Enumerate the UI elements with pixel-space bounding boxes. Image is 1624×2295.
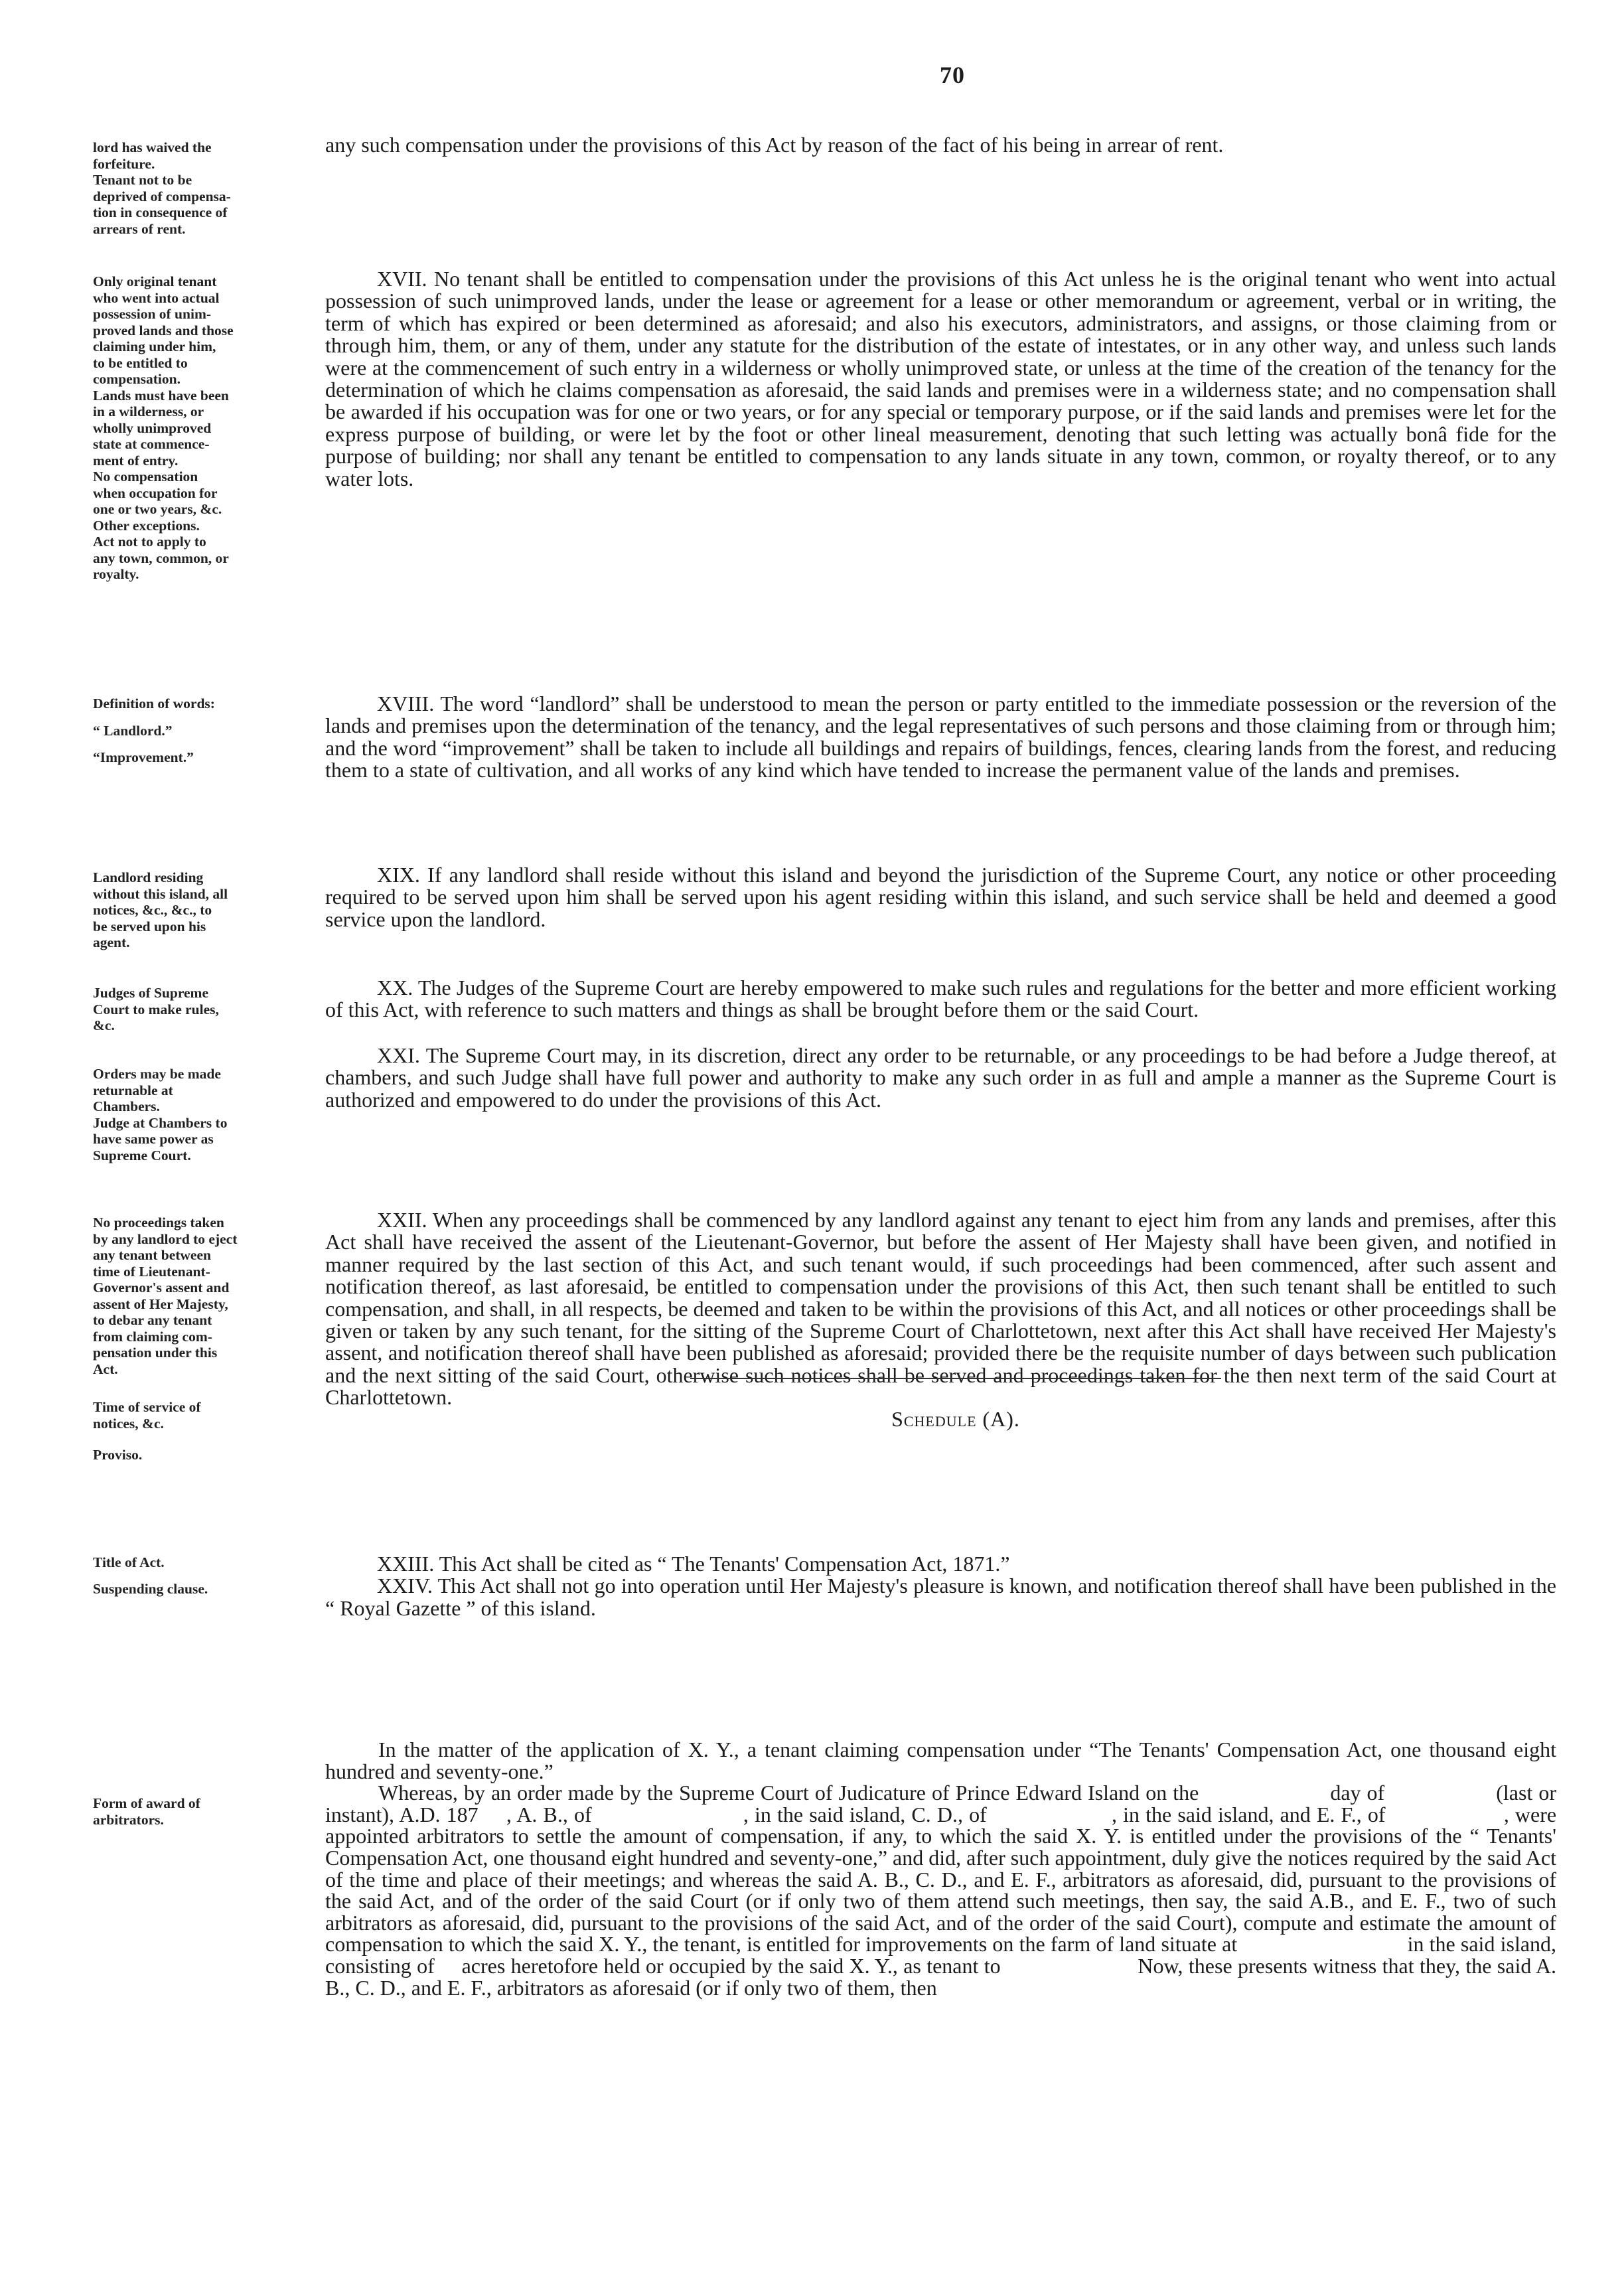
margin-note-line: Court to make rules,: [93, 1001, 219, 1017]
margin-note-line: agent.: [93, 934, 130, 950]
margin-note-line: Time of service of: [93, 1399, 201, 1415]
margin-note-line: Act.: [93, 1361, 118, 1377]
margin-note-title: [93, 1554, 319, 1571]
section-xxi: [325, 1045, 1556, 1111]
form-text: , in the said island, and E. F., of: [1112, 1802, 1386, 1826]
schedule-heading: Schedule (A).: [891, 1407, 1020, 1431]
section-text: XXIV. This Act shall not go into operation until Her Majesty's pleasure is known, and notification thereof shall have been published in the “ Royal Gazette ” of this island.: [325, 1574, 1556, 1620]
margin-note-line: Lands must have been: [93, 387, 229, 404]
margin-note-line: Governor's assent and: [93, 1280, 230, 1296]
margin-note-line: Other exceptions.: [93, 517, 200, 534]
schedule-paragraph: In the matter of the application of X. Y., a tenant claiming compensation under “The Tenants' Compensation Act, one thousand eight hundred and seventy-one.”: [325, 1738, 1556, 1783]
margin-note-line: claiming under him,: [93, 338, 216, 354]
margin-note-line: No proceedings taken: [93, 1215, 224, 1230]
margin-note-line: Judge at Chambers to: [93, 1114, 228, 1131]
margin-note-line: forfeiture.: [93, 155, 155, 172]
margin-note-line: returnable at: [93, 1082, 173, 1098]
margin-note-line: Supreme Court.: [93, 1147, 191, 1163]
margin-note-line: any town, common, or: [93, 550, 229, 566]
margin-note-line: any tenant between: [93, 1247, 211, 1263]
margin-note-line: “ Landlord.”: [93, 722, 173, 739]
margin-note-line: arbitrators.: [93, 1811, 164, 1828]
margin-note-line: Tenant not to be: [93, 172, 192, 188]
section-xvii: [325, 268, 1556, 490]
margin-note-line: possession of unim-: [93, 306, 212, 322]
margin-note-line: Form of award of: [93, 1795, 200, 1811]
margin-note-line: Suspending clause.: [93, 1581, 208, 1597]
form-text: Now, these presents witness that they, the said A. B., C. D., and E. F., arbitrators as aforesaid (or if only two of them, then: [325, 1953, 1557, 2000]
margin-note-judges-rules: [93, 985, 319, 1034]
margin-note-line: Only original tenant: [93, 273, 217, 289]
margin-note-line: Proviso.: [93, 1447, 143, 1463]
form-text: day of: [1330, 1781, 1385, 1805]
margin-note-line: “Improvement.”: [93, 749, 194, 765]
margin-note-line: arrears of rent.: [93, 220, 186, 237]
form-text: (last or instant), A.D. 187: [325, 1781, 1556, 1826]
margin-note-time-of-service: [93, 1399, 319, 1432]
schedule-paragraph: [325, 1782, 1556, 1998]
margin-note-line: without this island, all: [93, 885, 228, 902]
margin-note-proviso: [93, 1447, 319, 1463]
margin-note-line: No compensation: [93, 469, 198, 484]
margin-note-line: ment of entry.: [93, 452, 179, 469]
margin-note-line: Title of Act.: [93, 1554, 165, 1570]
form-text: Whereas, by an order made by the Supreme Court of Judicature of Prince Edward Island on the: [378, 1781, 1199, 1805]
margin-note-line: Landlord residing: [93, 869, 204, 885]
section-continuation: [325, 134, 1556, 156]
divider: [690, 1378, 1221, 1379]
margin-note-forfeiture: [93, 139, 319, 237]
margin-note-line: one or two years, &c.: [93, 501, 222, 517]
section-text: XVII. No tenant shall be entitled to compensation under the provisions of this Act unless he is the original tenant who went into actual possession of such unimproved lands, under the lease or agreement for a lease or other memorandum or agreement, verbal or in writing, the term of which has expired or been determined as aforesaid; and also his executors, administrators, and assigns, or those claiming from or through him, them, or any of them, under any statute for the distribution of the estate of intestates, or in any other way, and unless such lands were at the commencement of such entry in a wilderness or wholly unimproved state, or unless at the time of the creation of the tenancy for the determination of which he claims compensation as aforesaid, the said lands and premises were in a wilderness state; and no compensation shall be awarded if his occupation was for one or two years, or for any special or temporary purpose, or if the said lands and premises were let for the express purpose of building, or were let by the foot or other lineal measurement, denoting that such letting was actually bonâ fide for the purpose of building; nor shall any tenant be entitled to compensation to any lands situate in any town, common, or royalty thereof, or to any water lots.: [325, 267, 1556, 490]
margin-note-line: Act not to apply to: [93, 534, 206, 550]
margin-note-line: time of Lieutenant-: [93, 1263, 210, 1280]
margin-note-line: when occupation for: [93, 484, 218, 501]
margin-note-line: to debar any tenant: [93, 1312, 212, 1328]
form-text: acres heretofore held or occupied by the said X. Y., as tenant to: [461, 1953, 1001, 1978]
section-xix: [325, 864, 1556, 930]
section-text: XXIII. This Act shall be cited as “ The Tenants' Compensation Act, 1871.”: [377, 1552, 1010, 1576]
page-number: 70: [940, 62, 965, 88]
margin-note-line: be served upon his: [93, 918, 206, 934]
margin-note-original-tenant: [93, 273, 319, 583]
margin-note-line: Chambers.: [93, 1098, 160, 1114]
margin-note-line: Definition of words:: [93, 696, 215, 711]
margin-note-line: state at commence-: [93, 436, 210, 452]
margin-note-line: proved lands and those: [93, 322, 234, 338]
section-text: XVIII. The word “landlord” shall be understood to mean the person or party entitled to the immediate possession or the reversion of the lands and premises upon the determination of the tenancy, and the legal representatives of such persons and those claiming from or through him; and the word “improvement” shall be taken to include all buildings and repairs of buildings, fences, clearing lands from the forest, and reducing them to a state of cultivation, and all works of any kind which have tended to increase the permanent value of the lands and premises.: [325, 692, 1556, 782]
margin-note-line: to be entitled to: [93, 354, 188, 371]
margin-note-line: have same power as: [93, 1131, 214, 1147]
margin-note-form-of-award: [93, 1795, 319, 1828]
schedule-form: [325, 1475, 1556, 1998]
section-text: any such compensation under the provisions of this Act by reason of the fact of his being in arrear of rent.: [325, 133, 1224, 157]
form-text: , in the said island, C. D., of: [743, 1802, 987, 1826]
margin-note-line: lord has waived the: [93, 139, 212, 155]
margin-note-line: notices, &c.: [93, 1415, 164, 1432]
margin-note-line: from claiming com-: [93, 1328, 212, 1345]
margin-note-line: in a wilderness, or: [93, 404, 204, 419]
margin-note-line: assent of Her Majesty,: [93, 1296, 228, 1312]
section-xviii: [325, 693, 1556, 782]
form-text: in the said island, consisting of: [325, 1932, 1557, 1978]
margin-note-line: notices, &c., &c., to: [93, 902, 212, 918]
margin-note-no-proceedings: [93, 1215, 319, 1377]
margin-note-line: Judges of Supreme: [93, 985, 209, 1001]
margin-note-chambers: [93, 1066, 319, 1163]
margin-note-landlord-residing: [93, 869, 319, 951]
margin-note-line: compensation.: [93, 371, 181, 387]
margin-note-suspending: [93, 1581, 319, 1597]
margin-note-line: deprived of compensa-: [93, 188, 231, 204]
margin-note-line: pensation under this: [93, 1345, 218, 1361]
section-text: XIX. If any landlord shall reside without this island and beyond the jurisdiction of the Supreme Court, any notice or other proceeding required to be served upon him shall be served upon his agent residing within this island, and such service shall be held and deemed a good service upon the landlord.: [325, 863, 1556, 931]
margin-note-line: by any landlord to eject: [93, 1230, 238, 1247]
section-xx: [325, 977, 1556, 1021]
margin-note-line: wholly unimproved: [93, 419, 212, 436]
section-text: XX. The Judges of the Supreme Court are hereby empowered to make such rules and regulations for the better and more efficient working of this Act, with reference to such matters and things as shall be brought before them or the said Court.: [325, 976, 1556, 1022]
form-text: , were appointed arbitrators to settle the amount of compensation, if any, to which the said X. Y. is entitled under the provisions of the “ Tenants' Compensation Act, one thousand eight hundred and seventy-one,” and did, after such appointment, duly give the notices required by the said Act of the time and place of their meetings; and whereas the said A. B., C. D., and E. F., arbitrators as aforesaid, did, pursuant to the provisions of the said Act, and of the order of the said Court (or if only two of them attend such meetings, then say, the said A.B., and E. F., two of such arbitrators as aforesaid, did, pursuant to the provisions of the said Act, and of the order of the said Court), compute and estimate the amount of compensation to which the said X. Y., the tenant, is entitled for improvements on the farm of land situate at: [325, 1802, 1557, 1957]
margin-note-line: Orders may be made: [93, 1066, 221, 1082]
section-text: XXI. The Supreme Court may, in its discretion, direct any order to be returnable, or any proceedings to be had before a Judge thereof, at chambers, and such Judge shall have full power and authority to make any such order in as full and ample a manner as the Supreme Court is authorized and empowered to do under the provisions of this Act.: [325, 1043, 1556, 1112]
section-text: XXII. When any proceedings shall be commenced by any landlord against any tenant to eject him from any lands and premises, after this Act shall have received the assent of the Lieutenant-Governor, but before the assent of Her Majesty shall have been given, and notified in manner required by the last section of this Act, and such tenant would, if such proceedings had been commenced, after such assent and notification thereof, as last aforesaid, be entitled to compensation under the provisions of this Act, then such tenant shall be entitled to such compensation, and shall, in all respects, be deemed and taken to be within the provisions of this Act, and all notices or other proceedings shall be given or taken by any such tenant, for the sitting of the Supreme Court of Charlottetown, next after this Act shall have received Her Majesty's assent, and notification thereof shall have been published as aforesaid; provided there be the requisite number of days between such publication and the next sitting of the said Court, otherwise such notices shall be served and proceedings taken for the then next term of the said Court at Charlottetown.: [325, 1208, 1556, 1410]
form-text: , A. B., of: [506, 1802, 592, 1826]
margin-note-line: royalty.: [93, 566, 139, 582]
margin-note-line: tion in consequence of: [93, 204, 228, 220]
margin-note-line: who went into actual: [93, 289, 220, 306]
margin-note-definitions: [93, 696, 319, 766]
margin-note-line: &c.: [93, 1017, 115, 1033]
